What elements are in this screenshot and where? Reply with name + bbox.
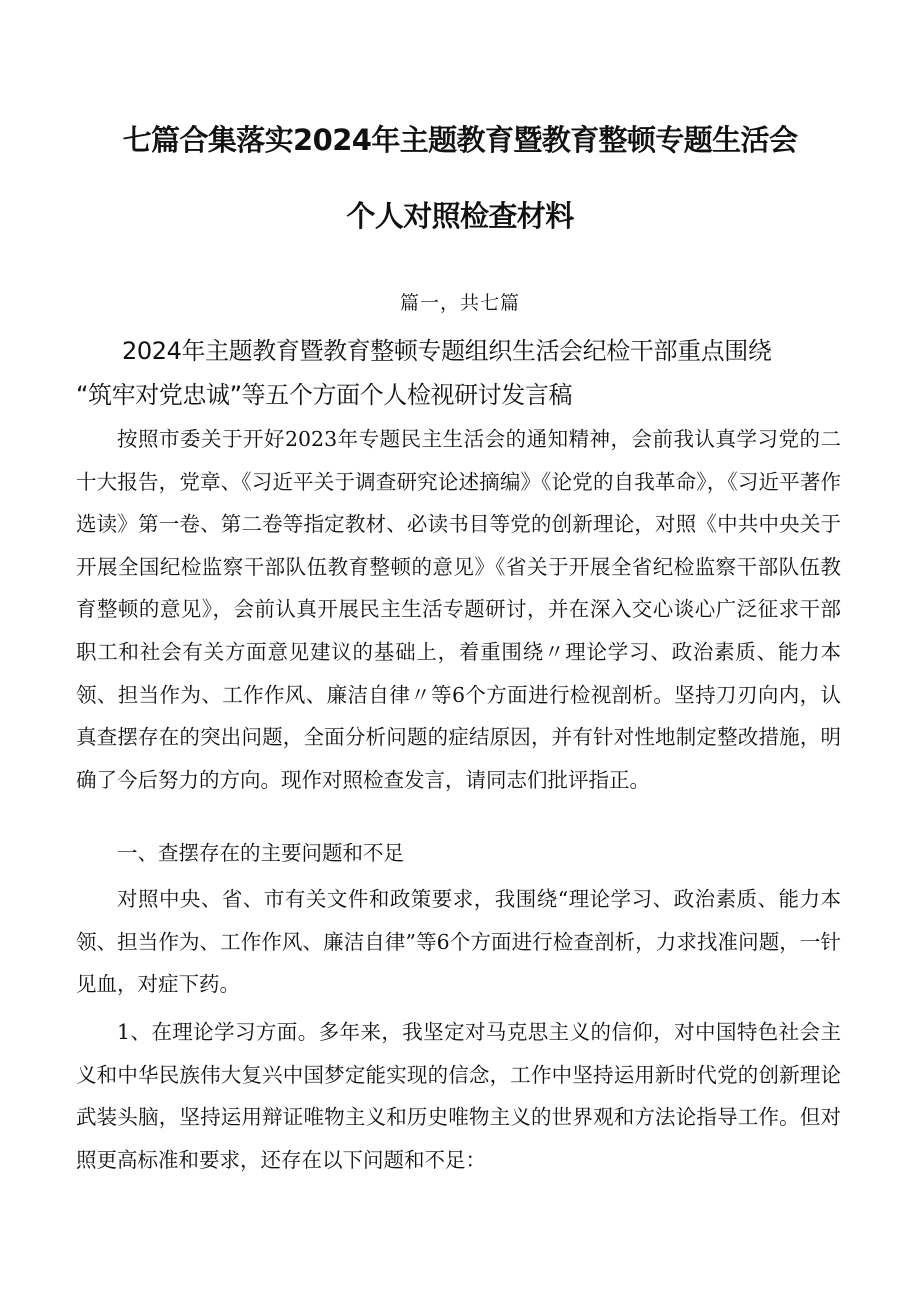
- document-title-line-1: 七篇合集落实2024年主题教育暨教育整顿专题生活会: [122, 123, 798, 157]
- body-paragraph-theory-study: 1、在理论学习方面。多年来，我坚定对马克思主义的信仰，对中国特色社会主义和中华民族伟大复兴中国梦定能实现的信念，工作中坚持运用新时代党的创新理论武装头脑，坚持运用辩证唯物主义和历史唯物主义的世界观和方法论指导工作。但对照更高标准和要求，还存在以下问题和不足：: [76, 1020, 841, 1172]
- section-label: 篇一，共七篇: [399, 292, 520, 314]
- subtitle-line-2: “筑牢对党忠诚”等五个方面个人检视研讨发言稿: [76, 381, 573, 409]
- document-title-line-2: 个人对照检查材料: [346, 199, 574, 233]
- subtitle-line-1: 2024年主题教育暨教育整顿专题组织生活会纪检干部重点围绕: [122, 337, 772, 365]
- body-paragraph-intro: 按照市委关于开好2023年专题民主生活会的通知精神，会前我认真学习党的二十大报告，党章、《习近平关于调查研究论述摘编》《论党的自我革命》，《习近平著作选读》第一卷、第二卷等指定教材、必读书目等党的创新理论，对照《中共中央关于开展全国纪检监察干部队伍教育整顿的意见》《省关于开展全省纪检监察干部队伍教育整顿的意见》，会前认真开展民主生活专题研讨，并在深入交心谈心广泛征求干部职工和社会有关方面意见建议的基础上，着重围绕〃理论学习、政治素质、能力本领、担当作为、工作作风、廉洁自律〃等6个方面进行检视剖析。坚持刀刃向内，认真查摆存在的突出问题，全面分析问题的症结原因，并有针对性地制定整改措施，明确了今后努力的方向。现作对照检查发言，请同志们批评指正。: [76, 427, 841, 792]
- section-heading-problems: 一、查摆存在的主要问题和不足: [117, 841, 404, 865]
- body-paragraph-review: 对照中央、省、市有关文件和政策要求，我围绕“理论学习、政治素质、能力本领、担当作为、工作作风、廉洁自律”等6个方面进行检查剖析，力求找准问题，一针见血，对症下药。: [76, 887, 841, 997]
